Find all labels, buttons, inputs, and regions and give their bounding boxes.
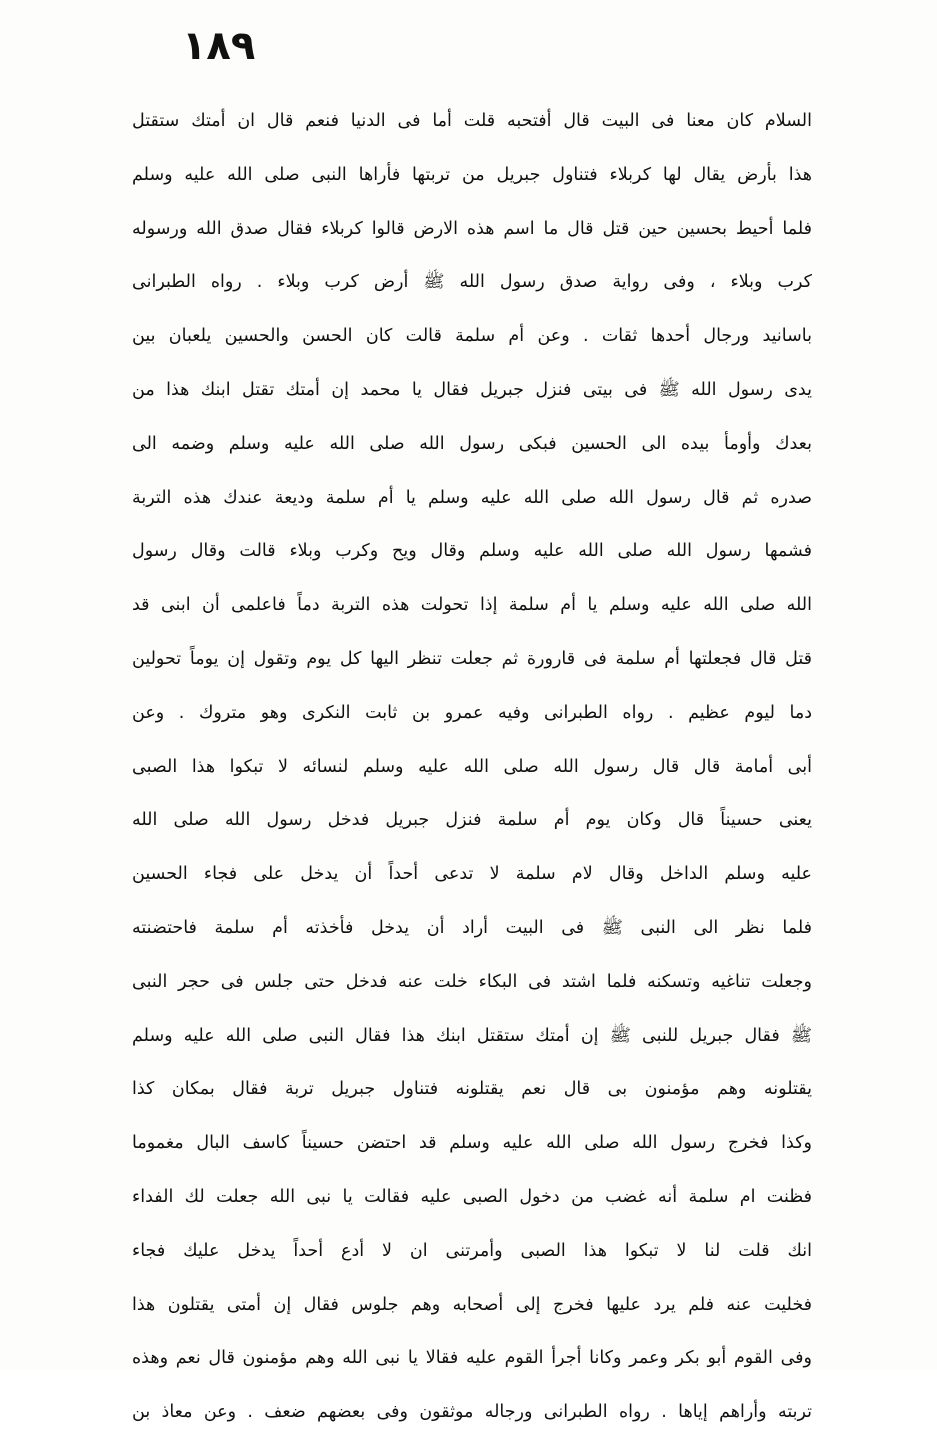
body-text <box>132 95 812 1440</box>
text-line: الله صلى الله عليه وسلم يا أم سلمة إذا تحولت هذه التربة دماً فاعلمى أن ابنى قد <box>132 595 812 616</box>
text-line: بعدك وأومأ بيده الى الحسين فبكى رسول الله صلى الله عليه وسلم وضمه الى <box>132 433 812 454</box>
text-line: فلما أحيط بحسين حين قتل قال ما اسم هذه الارض قالوا كربلاء فقال صدق الله ورسوله <box>132 218 812 239</box>
text-line: فخليت عنه فلم يرد عليها فخرج إلى أصحابه وهم جلوس فقال إن أمتى يقتلون هذا <box>132 1294 812 1315</box>
text-line: أبى أمامة قال قال رسول الله صلى الله عليه وسلم لنسائه لا تبكوا هذا الصبى <box>132 756 812 777</box>
text-line: هذا بأرض يقال لها كربلاء فتناول جبريل من تربتها فأراها النبى صلى الله عليه وسلم <box>132 164 812 185</box>
text-line: دما ليوم عظيم . رواه الطبرانى وفيه عمرو بن ثابت النكرى وهو متروك . وعن <box>132 702 812 723</box>
text-line: تربته وأراهم إياها . رواه الطبرانى ورجاله موثقون وفى بعضهم ضعف . وعن معاذ بن <box>132 1402 812 1423</box>
text-line: السلام كان معنا فى البيت قال أفتحبه قلت أما فى الدنيا فنعم قال ان أمتك ستقتل <box>132 111 812 131</box>
text-line: كرب وبلاء ، وفى رواية صدق رسول الله ﷺ أرض كرب وبلاء . رواه الطبرانى <box>132 272 812 293</box>
text-line: ﷺ فقال جبريل للنبى ﷺ إن أمتك ستقتل ابنك هذا فقال النبى صلى الله عليه وسلم <box>132 1025 812 1046</box>
text-line: يقتلونه وهم مؤمنون بى قال نعم يقتلونه فتناول جبريل تربة فقال بمكان كذا <box>132 1079 812 1100</box>
text-line: وكذا فخرج رسول الله صلى الله عليه وسلم قد احتضن حسيناً كاسف البال مغموما <box>132 1133 812 1154</box>
text-line: فظنت ام سلمة أنه غضب من دخول الصبى عليه فقالت يا نبى الله جعلت لك الفداء <box>132 1186 812 1207</box>
text-line: يدى رسول الله ﷺ فى بيتى فنزل جبريل فقال يا محمد إن أمتك تقتل ابنك هذا من <box>132 379 812 400</box>
text-line: وجعلت تناغيه وتسكنه فلما اشتد فى البكاء خلت عنه فدخل حتى جلس فى حجر النبى <box>132 971 812 992</box>
text-line: عليه وسلم الداخل وقال لام سلمة لا تدعى أحداً أن يدخل على فجاء الحسين <box>132 864 812 885</box>
text-line: صدره ثم قال رسول الله صلى الله عليه وسلم يا أم سلمة وديعة عندك هذه التربة <box>132 487 812 508</box>
text-line: باسانيد ورجال أحدها ثقات . وعن أم سلمة قالت كان الحسن والحسين يلعبان بين <box>132 326 812 347</box>
text-line: فلما نظر الى النبى ﷺ فى البيت أراد أن يدخل فأخذته أم سلمة فاحتضنته <box>132 917 812 938</box>
text-line: وفى القوم أبو بكر وعمر وكانا أجرأ القوم عليه فقالا يا نبى الله وهم مؤمنون قال نعم وهذه <box>132 1348 812 1369</box>
page-number: ١٨٩ <box>182 23 256 69</box>
text-line: انك قلت لنا لا تبكوا هذا الصبى وأمرتنى ان لا أدع أحداً يدخل عليك فجاء <box>132 1240 812 1261</box>
text-line: يعنى حسيناً قال وكان يوم أم سلمة فنزل جبريل فدخل رسول الله صلى الله <box>132 810 812 831</box>
text-line: فشمها رسول الله صلى الله عليه وسلم وقال ويح وكرب وبلاء قالت وقال رسول <box>132 541 812 562</box>
text-line: قتل قال فجعلتها أم سلمة فى قارورة ثم جعلت تنظر اليها كل يوم وتقول إن يوماً تحولين <box>132 648 812 669</box>
